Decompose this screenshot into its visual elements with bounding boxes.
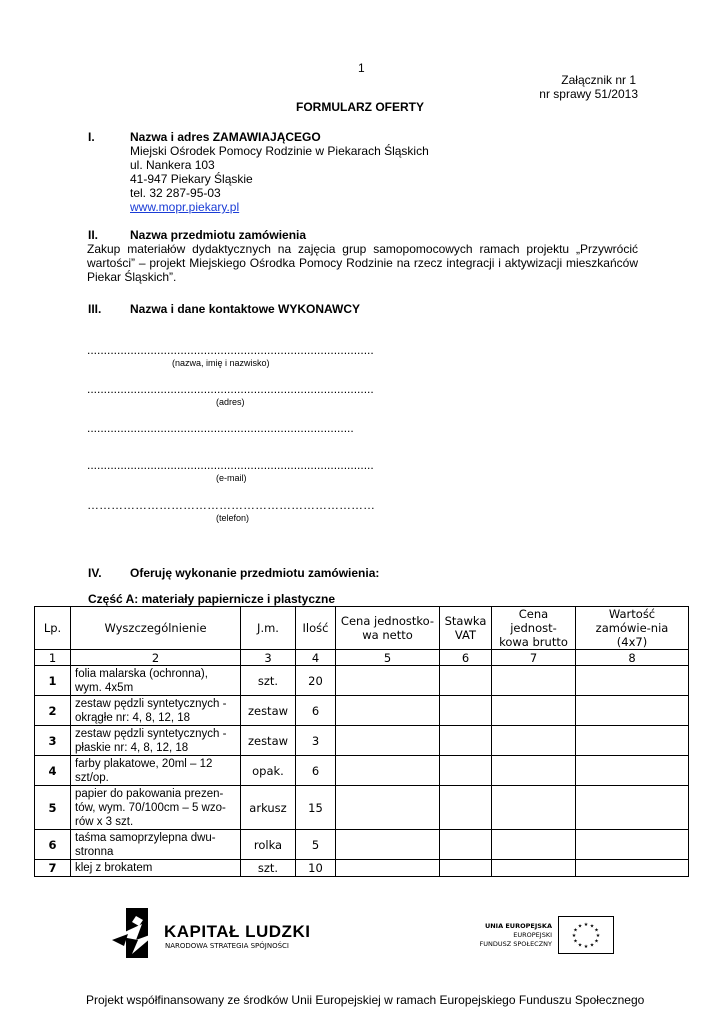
header-order-value: Wartość zamówie-nia (4x7) (576, 607, 689, 650)
subject-description: Zakup materiałów dydaktycznych na zajęcia grup samopomocowych ramach projektu „Przywrócić wartości” – projekt Miejskiego Ośrodka Pomocy Rodzinie na rzecz integracji i aktywizacji mieszkańców Piekar Śląskich”. (87, 242, 638, 284)
table-row (35, 666, 689, 696)
header-unit-gross-price: Cena jednost-kowa brutto (492, 607, 576, 650)
index-cell: 5 (336, 650, 440, 666)
section-2-number: II. (88, 228, 99, 242)
row-order-value-input[interactable] (576, 860, 689, 877)
orderer-phone: tel. 32 287-95-03 (130, 186, 221, 200)
table-row (35, 830, 689, 860)
row-unit-gross-price-input[interactable] (492, 696, 576, 726)
eu-flag (558, 916, 614, 954)
orderer-city: 41-947 Piekary Śląskie (130, 172, 253, 186)
row-quantity: 6 (296, 696, 336, 726)
svg-text:★: ★ (573, 927, 578, 934)
kapital-ludzki-emblem-icon (112, 906, 162, 964)
row-unit-net-price-input[interactable] (336, 666, 440, 696)
section-1-number: I. (88, 130, 95, 144)
contractor-name-hint: (nazwa, imię i nazwisko) (172, 358, 270, 368)
contractor-phone-hint: (telefon) (216, 513, 250, 523)
eu-line-2: EUROPEJSKI (513, 931, 552, 939)
index-cell: 7 (492, 650, 576, 666)
header-unit-net-price: Cena jednostko-wa netto (336, 607, 440, 650)
table-index-row (35, 650, 689, 666)
row-unit: rolka (241, 830, 296, 860)
index-cell: 2 (71, 650, 241, 666)
row-description: papier do pakowania prezen-tów, wym. 70/100cm – 5 wzo-rów x 3 szt. (71, 786, 241, 830)
contractor-address-hint: (adres) (216, 397, 245, 407)
row-order-value-input[interactable] (576, 696, 689, 726)
row-quantity: 20 (296, 666, 336, 696)
row-order-value-input[interactable] (576, 756, 689, 786)
row-unit: arkusz (241, 786, 296, 830)
row-lp: 2 (35, 696, 71, 726)
section-4-title: Oferuję wykonanie przedmiotu zamówienia: (130, 566, 380, 580)
row-unit-net-price-input[interactable] (336, 696, 440, 726)
contractor-email-hint: (e-mail) (216, 473, 247, 483)
row-vat-rate-input[interactable] (440, 666, 492, 696)
eu-stars-icon (559, 917, 613, 953)
table-row (35, 860, 689, 877)
contractor-phone-field[interactable]: ……………………………………………………………… (87, 498, 375, 512)
row-lp: 1 (35, 666, 71, 696)
row-quantity: 5 (296, 830, 336, 860)
contractor-name-field[interactable]: ...................................................................................... (87, 343, 374, 357)
index-cell: 1 (35, 650, 71, 666)
table-row (35, 786, 689, 830)
row-unit-gross-price-input[interactable] (492, 666, 576, 696)
row-quantity: 3 (296, 726, 336, 756)
header-lp: Lp. (35, 607, 71, 650)
index-cell: 8 (576, 650, 689, 666)
offer-table (34, 606, 689, 877)
header-quantity: Ilość (296, 607, 336, 650)
row-order-value-input[interactable] (576, 726, 689, 756)
orderer-street: ul. Nankera 103 (130, 158, 215, 172)
table-row (35, 726, 689, 756)
row-unit-gross-price-input[interactable] (492, 756, 576, 786)
eu-text-block (466, 922, 552, 949)
page-number: 1 (358, 61, 365, 75)
header-unit: J.m. (241, 607, 296, 650)
row-unit: zestaw (241, 726, 296, 756)
svg-text:★: ★ (595, 933, 601, 939)
row-lp: 4 (35, 756, 71, 786)
row-unit-net-price-input[interactable] (336, 830, 440, 860)
row-unit: szt. (241, 666, 296, 696)
svg-text:★: ★ (583, 922, 589, 928)
svg-text:★: ★ (573, 938, 578, 945)
eu-line-1: UNIA EUROPEJSKA (484, 922, 552, 930)
table-row (35, 696, 689, 726)
section-3-title: Nazwa i dane kontaktowe WYKONAWCY (130, 302, 361, 316)
kapital-ludzki-logo (112, 906, 311, 964)
row-unit-gross-price-input[interactable] (492, 830, 576, 860)
orderer-name: Miejski Ośrodek Pomocy Rodzinie w Piekarach Śląskich (130, 144, 429, 158)
contractor-address-field-2[interactable]: ................................................................................ (87, 421, 354, 435)
row-order-value-input[interactable] (576, 666, 689, 696)
row-quantity: 15 (296, 786, 336, 830)
part-a-title: Część A: materiały papiernicze i plastyczne (88, 592, 335, 606)
row-unit-net-price-input[interactable] (336, 756, 440, 786)
row-description: zestaw pędzli syntetycznych -okrągłe nr: 4, 8, 12, 18 (71, 696, 241, 726)
row-unit: zestaw (241, 696, 296, 726)
section-3-number: III. (88, 302, 102, 316)
row-description: zestaw pędzli syntetycznych -płaskie nr: 4, 8, 12, 18 (71, 726, 241, 756)
case-number: nr sprawy 51/2013 (539, 87, 638, 101)
annex-label: Załącznik nr 1 (561, 73, 636, 87)
svg-text:★: ★ (577, 942, 583, 949)
row-description: folia malarska (ochronna), wym. 4x5m (71, 666, 241, 696)
index-cell: 3 (241, 650, 296, 666)
eu-line-3: FUNDUSZ SPOŁECZNY (479, 940, 552, 948)
row-description: taśma samoprzylepna dwu-stronna (71, 830, 241, 860)
contractor-address-field[interactable]: ...................................................................................... (87, 382, 374, 396)
orderer-website-link[interactable]: www.mopr.piekary.pl (130, 200, 240, 214)
svg-text:★: ★ (577, 923, 583, 930)
row-vat-rate-input[interactable] (440, 830, 492, 860)
row-vat-rate-input[interactable] (440, 696, 492, 726)
row-lp: 7 (35, 860, 71, 877)
row-order-value-input[interactable] (576, 830, 689, 860)
row-vat-rate-input[interactable] (440, 860, 492, 877)
row-lp: 3 (35, 726, 71, 756)
svg-text:★: ★ (583, 944, 589, 950)
row-unit-net-price-input[interactable] (336, 860, 440, 877)
svg-text:★: ★ (594, 927, 599, 934)
row-lp: 6 (35, 830, 71, 860)
row-vat-rate-input[interactable] (440, 756, 492, 786)
section-4-number: IV. (88, 566, 102, 580)
row-description: klej z brokatem (71, 860, 241, 877)
table-header-row (35, 607, 689, 650)
row-unit-gross-price-input[interactable] (492, 726, 576, 756)
row-vat-rate-input[interactable] (440, 786, 492, 830)
index-cell: 4 (296, 650, 336, 666)
form-title: FORMULARZ OFERTY (296, 100, 424, 114)
row-quantity: 10 (296, 860, 336, 877)
svg-text:★: ★ (571, 933, 577, 939)
row-unit: szt. (241, 860, 296, 877)
svg-text:★: ★ (589, 923, 595, 930)
kapital-ludzki-subtitle: NARODOWA STRATEGIA SPÓJNOŚCI (165, 942, 289, 950)
row-unit-net-price-input[interactable] (336, 726, 440, 756)
row-unit-gross-price-input[interactable] (492, 860, 576, 877)
table-row (35, 756, 689, 786)
header-description: Wyszczególnienie (71, 607, 241, 650)
kapital-ludzki-wordmark: KAPITAŁ LUDZKI (164, 922, 311, 941)
row-order-value-input[interactable] (576, 786, 689, 830)
row-unit-gross-price-input[interactable] (492, 786, 576, 830)
header-vat-rate: Stawka VAT (440, 607, 492, 650)
row-unit: opak. (241, 756, 296, 786)
svg-text:★: ★ (594, 938, 599, 945)
row-description: farby plakatowe, 20ml – 12 szt/op. (71, 756, 241, 786)
index-cell: 6 (440, 650, 492, 666)
row-quantity: 6 (296, 756, 336, 786)
section-1-title: Nazwa i adres ZAMAWIAJĄCEGO (130, 130, 321, 144)
row-lp: 5 (35, 786, 71, 830)
row-vat-rate-input[interactable] (440, 726, 492, 756)
row-unit-net-price-input[interactable] (336, 786, 440, 830)
contractor-email-field[interactable]: ...................................................................................... (87, 458, 374, 472)
svg-text:★: ★ (589, 942, 595, 949)
section-2-title: Nazwa przedmiotu zamówienia (130, 228, 307, 242)
footer-cofinancing-note: Projekt współfinansowany ze środków Unii Europejskiej w ramach Europejskiego Funduszu Społecznego (86, 993, 645, 1007)
